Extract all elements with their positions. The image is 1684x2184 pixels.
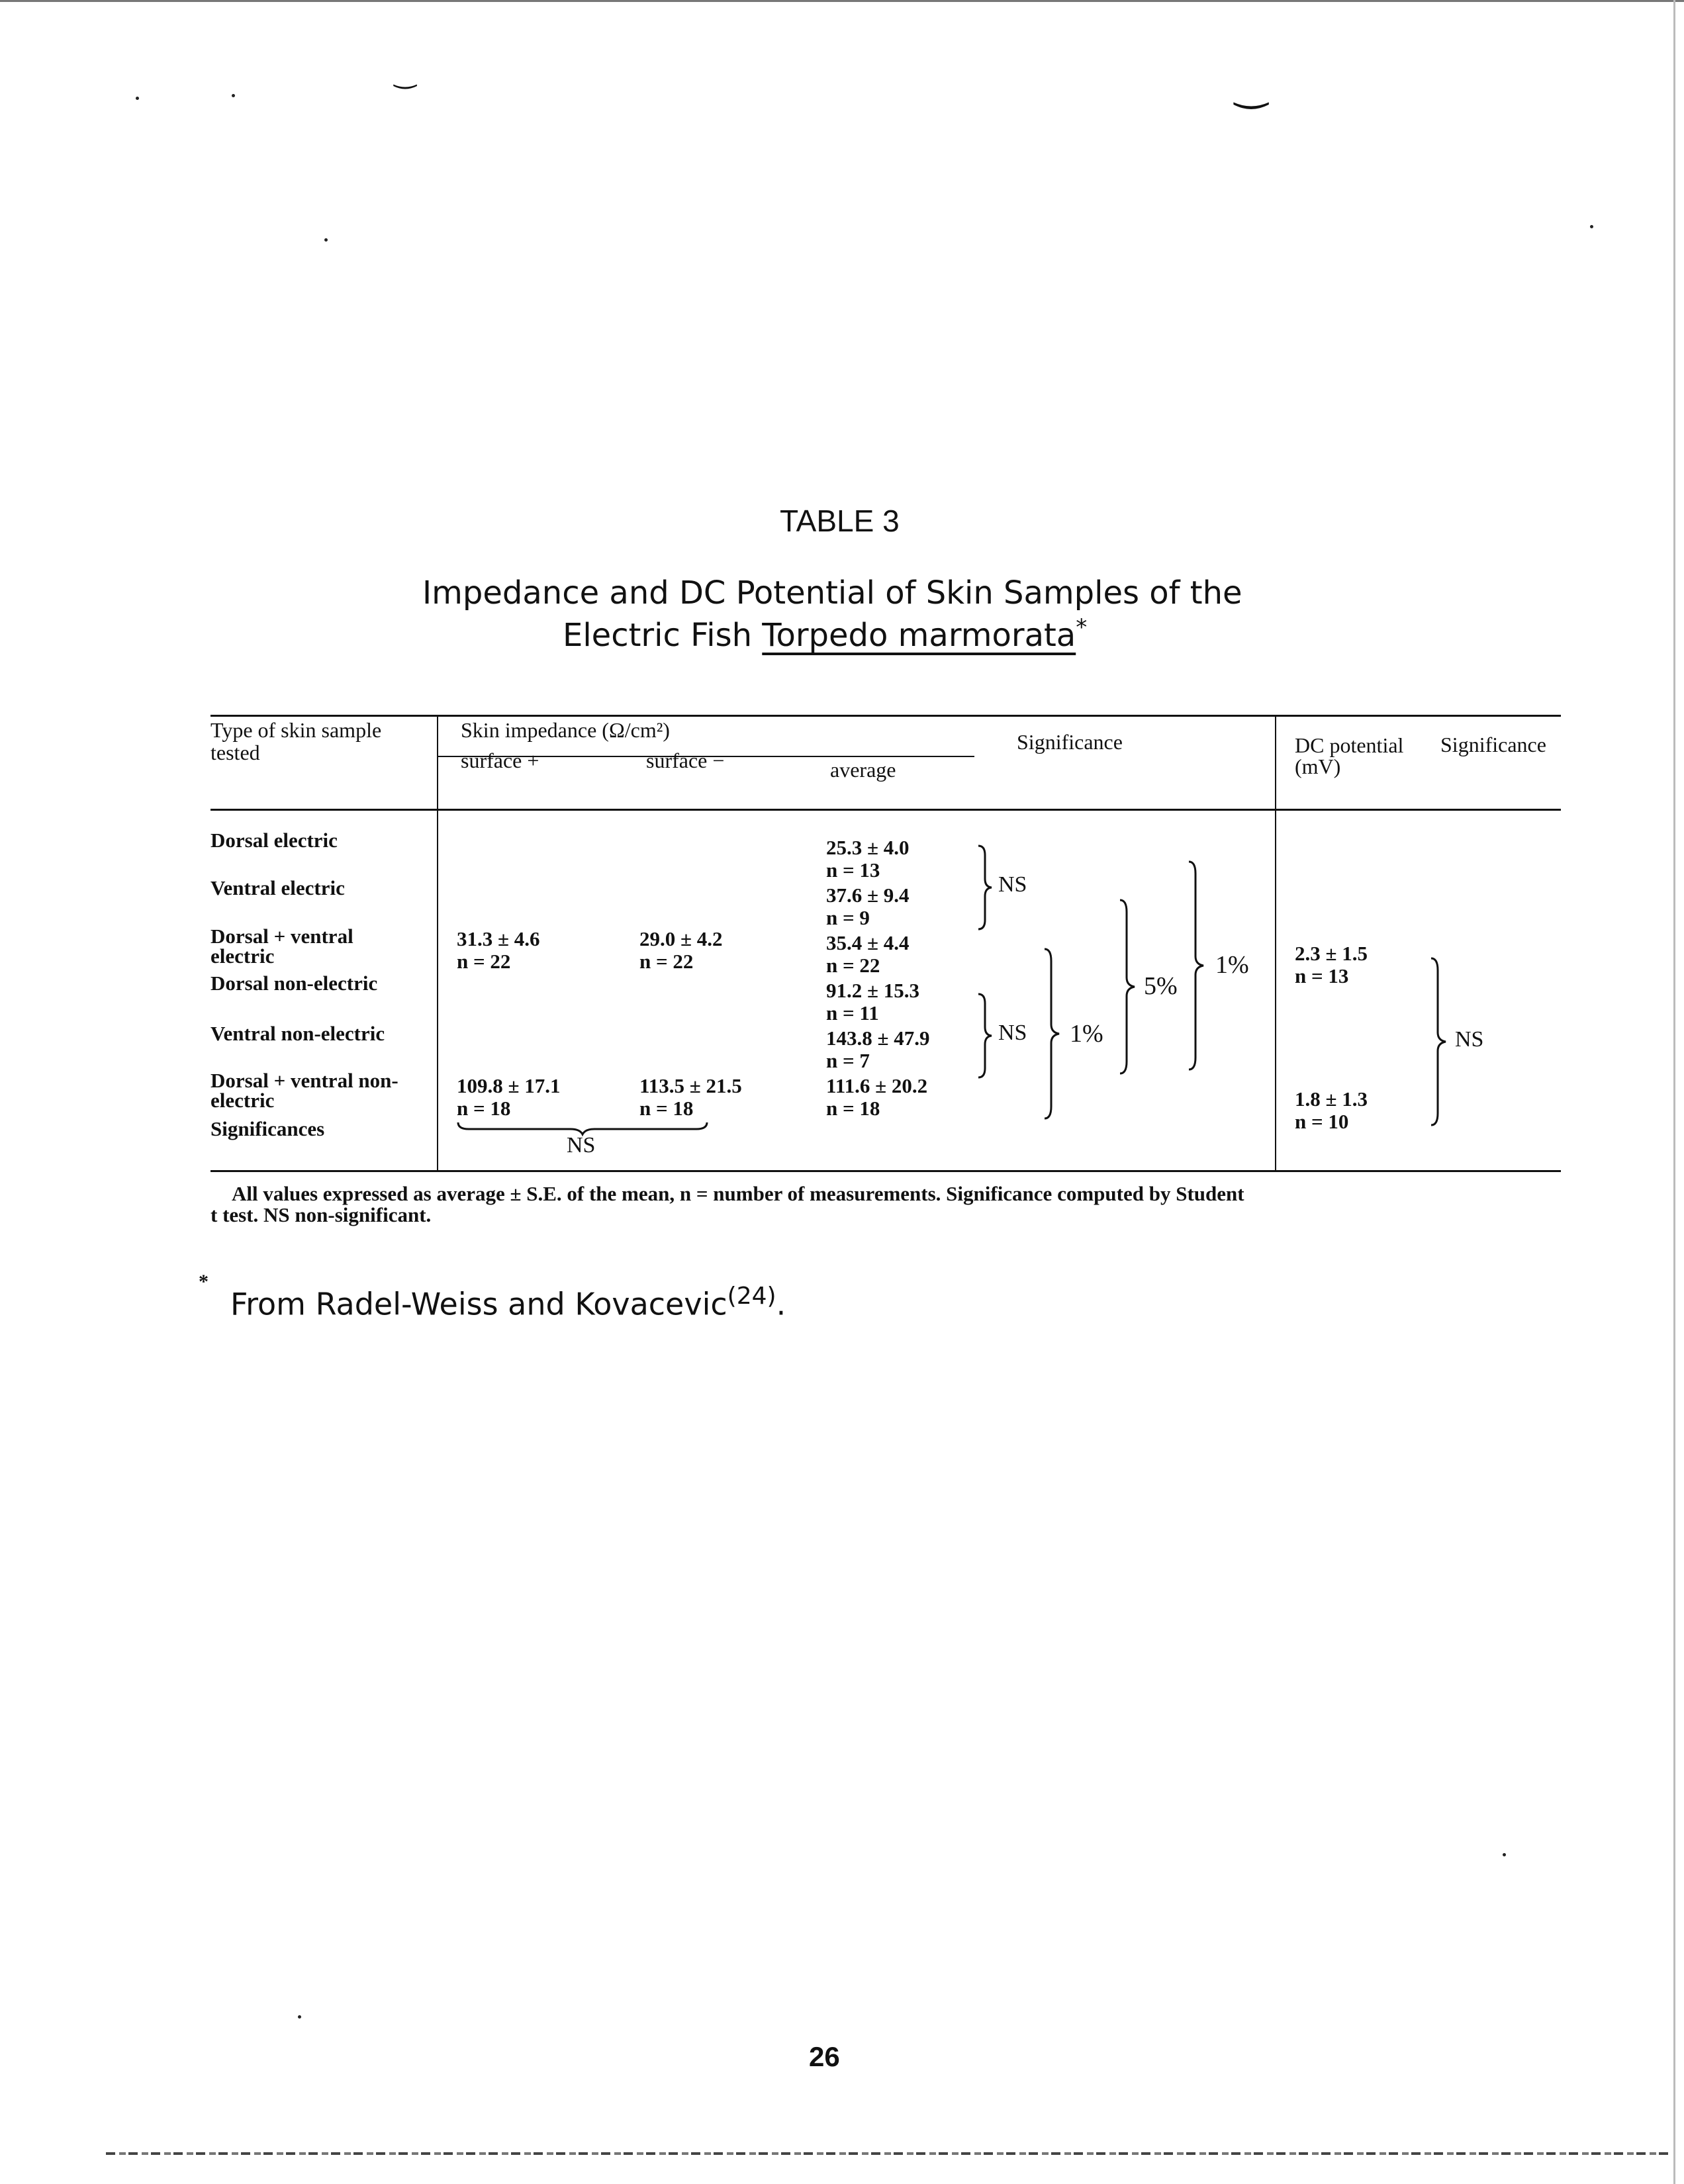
header-significance-2: Significance <box>1440 733 1546 756</box>
count: n = 11 <box>826 1001 879 1024</box>
row-label: Dorsal + ventral electric <box>210 925 353 968</box>
value: 31.3 ± 4.6 <box>457 927 540 950</box>
value: 111.6 ± 20.2 <box>826 1074 928 1097</box>
scan-speck <box>1503 1853 1506 1856</box>
table-footnote-line2: t test. NS non-significant. <box>210 1203 432 1226</box>
source-ref: (24) <box>727 1283 776 1310</box>
cell-average <box>826 837 910 882</box>
cell-surface-plus <box>457 928 540 973</box>
table-title-line1: Impedance and DC Potential of Skin Samples of the <box>422 574 1242 612</box>
row-label: Ventral non-electric <box>210 1022 385 1045</box>
header-dc-potential: DC potential (mV) <box>1295 733 1404 778</box>
value: 1.8 ± 1.3 <box>1295 1087 1368 1111</box>
header-type: Type of skin sample tested <box>210 718 382 764</box>
count: n = 13 <box>1295 964 1349 987</box>
table-title-line2 <box>563 614 1087 654</box>
brace-5pct <box>1119 899 1136 1075</box>
cell-surface-minus <box>639 928 723 973</box>
brace-1pct-outer <box>1188 860 1205 1071</box>
scan-speck <box>1590 225 1593 228</box>
source-end: . <box>776 1286 786 1322</box>
cell-average <box>826 979 919 1024</box>
scan-edge-bottom <box>106 2152 1668 2155</box>
value: 37.6 ± 9.4 <box>826 884 910 907</box>
value: 113.5 ± 21.5 <box>639 1074 742 1097</box>
scan-edge-right <box>1673 0 1675 2184</box>
scan-speck <box>324 238 328 242</box>
value: 91.2 ± 15.3 <box>826 979 920 1002</box>
sig-ns-surfaces: NS <box>567 1133 596 1158</box>
cell-surface-plus <box>457 1075 561 1120</box>
page-number: 26 <box>809 2041 840 2072</box>
value: 109.8 ± 17.1 <box>457 1074 561 1097</box>
brace-ns-nonelectric <box>977 993 993 1079</box>
cell-dc-potential <box>1295 1088 1368 1133</box>
source-text: From Radel-Weiss and Kovacevic <box>230 1286 727 1322</box>
row-label: Significances <box>210 1117 325 1140</box>
value: 2.3 ± 1.5 <box>1295 942 1368 965</box>
value: 35.4 ± 4.4 <box>826 931 910 954</box>
sig-ns-dc: NS <box>1455 1027 1484 1052</box>
title-prefix: Electric Fish <box>563 617 753 654</box>
scan-speck <box>136 97 139 100</box>
header-average: average <box>830 758 896 782</box>
source-asterisk: * <box>199 1271 209 1293</box>
brace-1pct-inner <box>1043 948 1060 1120</box>
count: n = 18 <box>826 1097 880 1120</box>
source-note <box>230 1283 786 1322</box>
count: n = 22 <box>457 950 511 973</box>
cell-average <box>826 1027 930 1072</box>
sig-ns-electric: NS <box>998 872 1027 897</box>
row-label: Dorsal non-electric <box>210 972 378 995</box>
table-label: TABLE 3 <box>780 504 900 538</box>
count: n = 7 <box>826 1049 870 1072</box>
brace-ns-electric <box>977 844 993 931</box>
value: 29.0 ± 4.2 <box>639 927 723 950</box>
row-label: Ventral electric <box>210 876 345 899</box>
row-label: Dorsal + ventral non-electric <box>210 1069 398 1112</box>
count: n = 13 <box>826 858 880 882</box>
count: n = 10 <box>1295 1110 1349 1133</box>
header-impedance: Skin impedance (Ω/cm²) <box>461 718 670 742</box>
header-significance: Significance <box>1017 730 1123 754</box>
scan-mark: ‿ <box>395 59 416 89</box>
cell-dc-potential <box>1295 942 1368 987</box>
sig-5pct: 5% <box>1144 972 1178 1000</box>
row-label: Dorsal electric <box>210 829 338 852</box>
cell-average <box>826 932 910 977</box>
title-asterisk: * <box>1076 614 1088 641</box>
table-vrule-1 <box>437 715 438 1171</box>
cell-average <box>826 884 910 929</box>
count: n = 18 <box>457 1097 511 1120</box>
value: 143.8 ± 47.9 <box>826 1026 930 1050</box>
sig-ns-nonelectric: NS <box>998 1021 1027 1045</box>
brace-ns-dc <box>1430 957 1447 1126</box>
header-surface-plus: surface + <box>461 749 539 772</box>
scan-speck <box>298 2015 301 2019</box>
cell-average <box>826 1075 927 1120</box>
scan-edge-top <box>0 0 1684 2</box>
title-species: Torpedo marmorata <box>762 617 1076 654</box>
count: n = 18 <box>639 1097 694 1120</box>
header-bottom-rule <box>210 809 1561 811</box>
table-top-rule <box>210 715 1561 717</box>
sig-1pct-inner: 1% <box>1070 1020 1103 1048</box>
count: n = 9 <box>826 906 870 929</box>
table-bottom-rule <box>210 1170 1561 1172</box>
table-vrule-2 <box>1275 715 1276 1171</box>
scan-speck <box>232 94 235 97</box>
scan-mark: ‿ <box>1235 65 1268 109</box>
table-footnote-line1: All values expressed as average ± S.E. of the mean, n = number of measurements. Significance computed by Student <box>232 1182 1244 1205</box>
value: 25.3 ± 4.0 <box>826 836 910 859</box>
header-surface-minus: surface − <box>646 749 725 772</box>
count: n = 22 <box>826 954 880 977</box>
sig-1pct-outer: 1% <box>1215 951 1249 979</box>
cell-surface-minus <box>639 1075 742 1120</box>
count: n = 22 <box>639 950 694 973</box>
